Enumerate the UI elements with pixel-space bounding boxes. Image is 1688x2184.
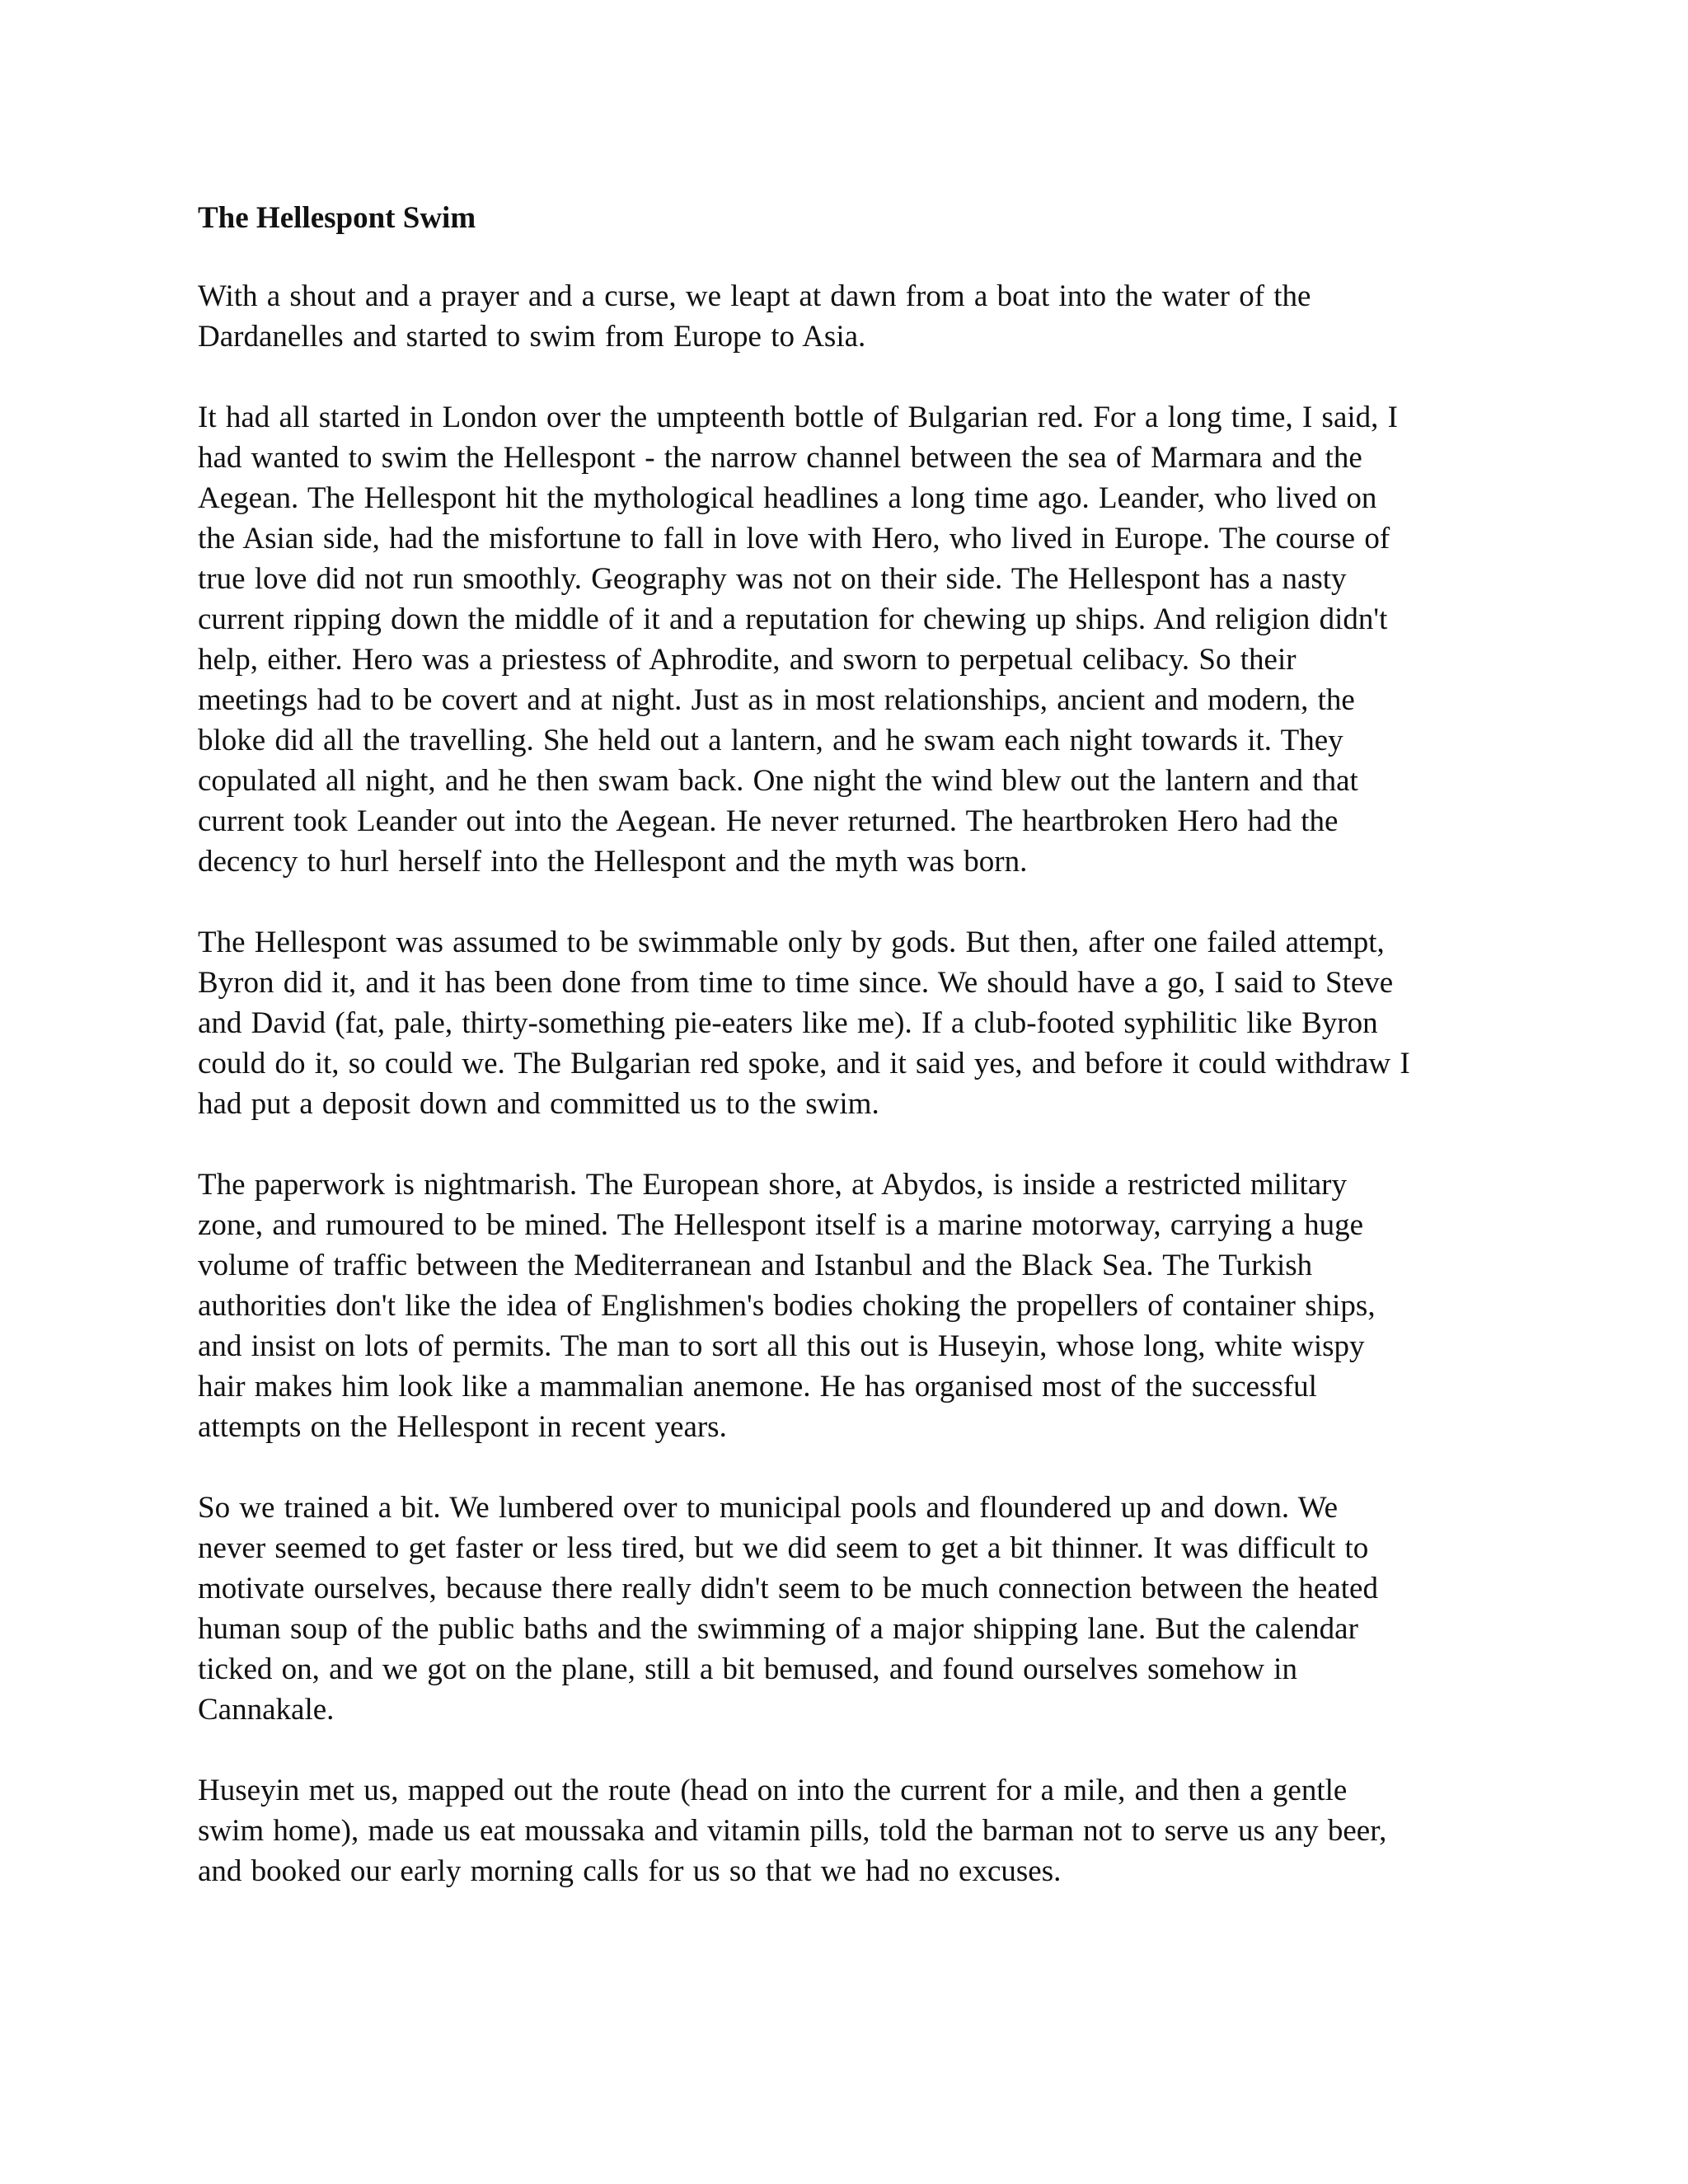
text-line: Cannakale. — [198, 1693, 335, 1727]
text-line: current took Leander out into the Aegean. He never returned. The heartbroken Hero had the — [198, 804, 1339, 838]
text-line: and booked our early morning calls for us so that we had no excuses. — [198, 1854, 1062, 1888]
text-line: Aegean. The Hellespont hit the mythological headlines a long time ago. Leander, who lived on — [198, 481, 1377, 515]
text-line: volume of traffic between the Mediterranean and Istanbul and the Black Sea. The Turkish — [198, 1249, 1313, 1282]
text-line: had put a deposit down and committed us to the swim. — [198, 1087, 879, 1121]
text-line: never seemed to get faster or less tired, but we did seem to get a bit thinner. It was difficult to — [198, 1531, 1369, 1565]
text-line: The paperwork is nightmarish. The European shore, at Abydos, is inside a restricted military — [198, 1168, 1347, 1202]
text-line: So we trained a bit. We lumbered over to municipal pools and floundered up and down. We — [198, 1491, 1339, 1525]
text-line: copulated all night, and he then swam back. One night the wind blew out the lantern and that — [198, 764, 1358, 798]
text-line: It had all started in London over the umpteenth bottle of Bulgarian red. For a long time, I said, I — [198, 401, 1398, 434]
text-line: Huseyin met us, mapped out the route (head on into the current for a mile, and then a gentle — [198, 1774, 1348, 1807]
text-line: hair makes him look like a mammalian anemone. He has organised most of the successful — [198, 1370, 1317, 1404]
text-line: had wanted to swim the Hellespont - the narrow channel between the sea of Marmara and the — [198, 441, 1362, 475]
paragraph — [198, 276, 1507, 357]
text-line: meetings had to be covert and at night. Just as in most relationships, ancient and modern, the — [198, 683, 1355, 717]
text-line: authorities don't like the idea of Englishmen's bodies choking the propellers of container ships, — [198, 1289, 1376, 1323]
paragraph — [198, 397, 1507, 882]
paragraph — [198, 1488, 1507, 1730]
text-line: the Asian side, had the misfortune to fall in love with Hero, who lived in Europe. The course of — [198, 522, 1390, 555]
text-line: decency to hurl herself into the Hellespont and the myth was born. — [198, 845, 1028, 879]
text-line: ticked on, and we got on the plane, still a bit bemused, and found ourselves somehow in — [198, 1652, 1297, 1686]
text-line: With a shout and a prayer and a curse, we leapt at dawn from a boat into the water of the — [198, 279, 1311, 313]
text-line: help, either. Hero was a priestess of Aphrodite, and sworn to perpetual celibacy. So their — [198, 643, 1296, 677]
text-line: attempts on the Hellespont in recent years. — [198, 1410, 727, 1444]
text-line: The Hellespont was assumed to be swimmable only by gods. But then, after one failed attempt, — [198, 926, 1385, 959]
paragraph — [198, 1165, 1507, 1447]
text-line: and David (fat, pale, thirty-something pie-eaters like me). If a club-footed syphilitic like Byron — [198, 1006, 1378, 1040]
text-line: zone, and rumoured to be mined. The Hellespont itself is a marine motorway, carrying a huge — [198, 1208, 1363, 1242]
text-line: bloke did all the travelling. She held out a lantern, and he swam each night towards it. They — [198, 724, 1343, 757]
text-line: true love did not run smoothly. Geography was not on their side. The Hellespont has a nasty — [198, 562, 1347, 596]
text-line: Byron did it, and it has been done from time to time since. We should have a go, I said to Steve — [198, 966, 1394, 1000]
paragraph — [198, 922, 1507, 1124]
text-line: and insist on lots of permits. The man to sort all this out is Huseyin, whose long, white wispy — [198, 1329, 1365, 1363]
text-line: Dardanelles and started to swim from Europe to Asia. — [198, 320, 866, 354]
text-line: motivate ourselves, because there really didn't seem to be much connection between the heated — [198, 1572, 1378, 1605]
text-line: current ripping down the middle of it and a reputation for chewing up ships. And religion didn't — [198, 602, 1388, 636]
text-line: swim home), made us eat moussaka and vitamin pills, told the barman not to serve us any beer, — [198, 1814, 1387, 1848]
paragraph — [198, 1770, 1507, 1891]
text-line: could do it, so could we. The Bulgarian red spoke, and it said yes, and before it could withdraw I — [198, 1047, 1410, 1080]
document-title: The Hellespont Swim — [198, 201, 476, 235]
text-line: human soup of the public baths and the swimming of a major shipping lane. But the calendar — [198, 1612, 1358, 1646]
